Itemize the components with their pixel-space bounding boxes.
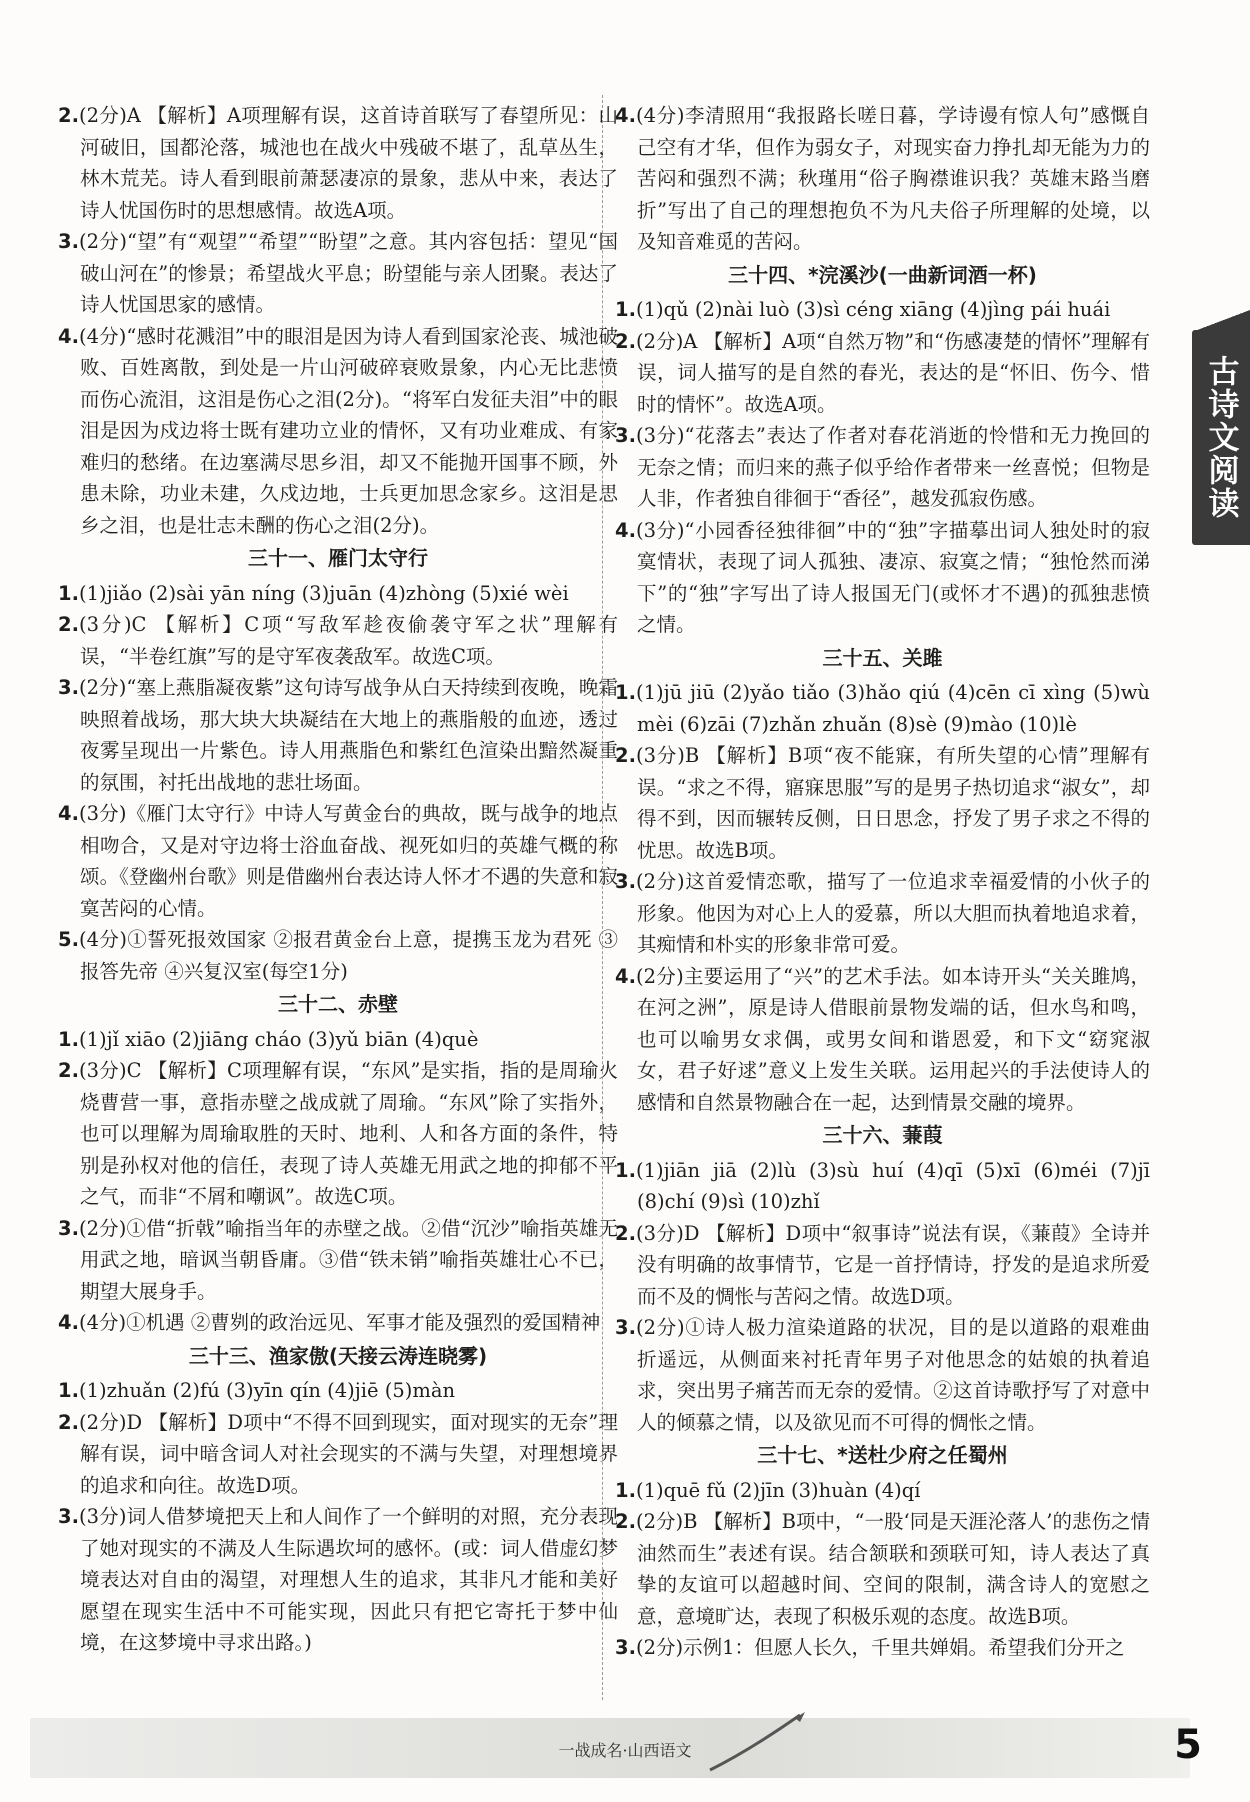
- answer-text: (1)jiǎo (2)sài yān níng (3)juān (4)zhòng (5)xié wèi: [78, 581, 569, 605]
- answer-item: [615, 1218, 1150, 1313]
- answer-item: [615, 1506, 1150, 1632]
- answer-item: [58, 100, 618, 226]
- answer-text: (3分)《雁门太守行》中诗人写黄金台的典故，既与战争的地点相吻合，又是对守边将士浴血奋战、视死如归的英雄气概的称颂。《登幽州台歌》则是借幽州台表达诗人怀才不遇的失意和寂寞苦闷的心情。: [78, 802, 618, 920]
- answer-text: (3分)B 【解析】B项“夜不能寐，有所失望的心情”理解有误。“求之不得，寤寐思服”写的是男子热切追求“淑女”，却得不到，因而辗转反侧，日日思念，抒发了男子求之不得的忧思。故选B项。: [635, 744, 1150, 862]
- question-number: 2.: [615, 329, 636, 353]
- answer-item: [58, 924, 618, 987]
- answer-text: (2分)①诗人极力渲染道路的状况，目的是以道路的艰难曲折遥远，从侧面来衬托青年男子对他思念的姑娘的执着追求，突出男子痛苦而无奈的爱情。②这首诗歌抒写了对意中人的倾慕之情，以及欲见而不可得的惆怅之情。: [635, 1316, 1150, 1434]
- answer-item: [615, 740, 1150, 866]
- question-number: 3.: [615, 870, 636, 893]
- answer-item: [615, 1155, 1150, 1218]
- question-number: 3.: [615, 1636, 636, 1659]
- answer-item: [58, 226, 618, 321]
- answer-text: (4分)李清照用“我报路长嗟日暮，学诗谩有惊人句”感慨自己空有才华，但作为弱女子，对现实奋力挣扎却无能为力的苦闷和强烈不满；秋瑾用“俗子胸襟谁识我？英雄末路当磨折”写出了自己的理想抱负不为凡夫俗子所理解的处境，以及知音难觅的苦闷。: [635, 104, 1150, 253]
- answer-text: (1)qǔ (2)nài luò (3)sì céng xiāng (4)jìng pái huái: [635, 298, 1111, 321]
- section-heading: 三十七、*送杜少府之任蜀州: [757, 1443, 1008, 1467]
- question-number: 2.: [615, 1510, 636, 1533]
- answer-text: (3分)“小园香径独徘徊”中的“独”字描摹出词人独处时的寂寞情状，表现了词人孤独、凄凉、寂寞之情；“独怆然而涕下”的“独”字写出了诗人报国无门(或怀才不遇)的孤独悲愤之情。: [635, 518, 1150, 636]
- answer-text: (2分)D 【解析】D项中“不得不回到现实，面对现实的无奈”理解有误，词中暗含词人对社会现实的不满与失望，对理想境界的追求和向往。故选D项。: [78, 1410, 618, 1497]
- section-heading: 三十一、雁门太守行: [248, 546, 428, 570]
- column-divider: [602, 95, 603, 1700]
- question-number: 3.: [615, 424, 636, 447]
- question-number: 3.: [58, 676, 79, 699]
- answer-item: [615, 326, 1150, 421]
- left-column: [58, 100, 618, 1659]
- answer-item: [58, 1024, 618, 1056]
- answer-text: (2分)A 【解析】A项“自然万物”和“伤感凄楚的情怀”理解有误，词人描写的是自然的春光，表达的是“怀旧、伤今、惜时的情怀”。故选A项。: [635, 329, 1150, 416]
- question-number: 2.: [58, 613, 79, 636]
- answer-text: (2分)A 【解析】A项理解有误，这首诗首联写了春望所见：山河破旧，国都沦落，城池也在战火中残破不堪了，乱草丛生，林木荒芜。诗人看到眼前萧瑟凄凉的景象，悲从中来，表达了诗人忧国伤时的思想感情。故选A项。: [78, 104, 618, 222]
- answer-item: [58, 609, 618, 672]
- question-number: 2.: [58, 1410, 79, 1434]
- question-number: 1.: [615, 1158, 636, 1182]
- answer-item: [615, 1632, 1150, 1664]
- answer-text: (2分)B 【解析】B项中，“一股‘同是天涯沦落人’的悲伤之情油然而生”表述有误。结合颔联和颈联可知，诗人表达了真挚的友谊可以超越时间、空间的限制，满含诗人的宽慰之意，意境旷达，表现了积极乐观的态度。故选B项。: [635, 1510, 1150, 1628]
- answer-text: (1)quē fǔ (2)jīn (3)huàn (4)qí: [635, 1478, 921, 1502]
- answer-item: [58, 798, 618, 924]
- section-heading: 三十六、蒹葭: [822, 1123, 943, 1147]
- answer-item: [58, 578, 618, 610]
- question-number: 3.: [58, 1216, 79, 1240]
- answer-text: (3分)“花落去”表达了作者对春花消逝的怜惜和无力挽回的无奈之情；而归来的燕子似乎给作者带来一丝喜悦；但物是人非，作者独自徘徊于“香径”，越发孤寂伤感。: [635, 424, 1150, 510]
- answer-text: (1)zhuǎn (2)fú (3)yīn qín (4)jiē (5)màn: [78, 1379, 456, 1402]
- answer-item: [58, 1307, 618, 1339]
- question-number: 2.: [615, 744, 636, 767]
- page-number: 5: [1174, 1722, 1202, 1768]
- answer-text: (2分)这首爱情恋歌，描写了一位追求幸福爱情的小伙子的形象。他因为对心上人的爱慕，所以大胆而执着地追求着，其痴情和朴实的形象非常可爱。: [635, 870, 1150, 956]
- answer-text: (1)jiān jiā (2)lù (3)sù huí (4)qī (5)xī (6)méi (7)jī (8)chí (9)sì (10)zhǐ: [635, 1158, 1150, 1213]
- answer-item: [58, 1407, 618, 1502]
- question-number: 2.: [58, 1059, 79, 1082]
- question-number: 4.: [615, 104, 636, 127]
- answer-item: [615, 515, 1150, 641]
- section-heading: 三十三、渔家傲(天接云涛连晓雾): [188, 1343, 488, 1368]
- answer-text: (4分)“感时花溅泪”中的眼泪是因为诗人看到国家沦丧、城池破败、百姓离散，到处是一片山河破碎衰败景象，内心无比悲愤而伤心流泪，这泪是伤心之泪(2分)。“将军白发征夫泪”中的眼泪是因为戍边将士既有建功立业的情怀，又有功业难成、有家难归的愁绪。在边塞满尽思乡泪，却又不能抛开国事不顾，外患未除，功业未建，久戍边地，士兵更加思念家乡。这泪是思乡之泪，也是壮志未酬的伤心之泪(2分)。: [78, 324, 618, 537]
- question-number: 1.: [58, 1379, 79, 1402]
- section-tab: 古诗文阅读: [1192, 330, 1250, 545]
- answer-item: [58, 1375, 618, 1407]
- answer-item: [615, 420, 1150, 515]
- answer-item: [615, 961, 1150, 1119]
- question-number: 5.: [58, 928, 79, 951]
- answer-item: [615, 866, 1150, 961]
- answer-text: (1)jǐ xiāo (2)jiāng cháo (3)yǔ biān (4)què: [78, 1027, 479, 1051]
- right-column: [615, 100, 1150, 1664]
- footer-brand: 一战成名·山西语文: [558, 1741, 692, 1760]
- question-number: 1.: [615, 681, 636, 704]
- answer-item: [615, 1312, 1150, 1438]
- answer-item: [615, 294, 1150, 326]
- answer-item: [58, 1055, 618, 1213]
- answer-item: [615, 1475, 1150, 1507]
- answer-text: (2分)主要运用了“兴”的艺术手法。如本诗开头“关关雎鸠，在河之洲”，原是诗人借眼前景物发端的话，但水鸟和鸣，也可以喻男女求偶，或男女间和谐恩爱，和下文“窈窕淑女，君子好逑”意义上发生关联。运用起兴的手法使诗人的感情和自然景物融合在一起，达到情景交融的境界。: [635, 964, 1150, 1114]
- answer-item: [58, 321, 618, 542]
- answer-text: (2分)①借“折戟”喻指当年的赤壁之战。②借“沉沙”喻指英雄无用武之地，暗讽当朝昏庸。③借“铁未销”喻指英雄壮心不已，期望大展身手。: [78, 1216, 618, 1303]
- answer-text: (4分)①机遇 ②曹刿的政治远见、军事才能及强烈的爱国精神: [78, 1311, 601, 1334]
- answer-text: (4分)①誓死报效国家 ②报君黄金台上意，提携玉龙为君死 ③报答先帝 ④兴复汉室(每空1分): [78, 928, 618, 983]
- question-number: 4.: [615, 964, 636, 988]
- section-heading: 三十四、*浣溪沙(一曲新词酒一杯): [728, 262, 1037, 287]
- answer-item: [58, 672, 618, 798]
- question-number: 4.: [58, 802, 79, 825]
- answer-item: [58, 1213, 618, 1308]
- question-number: 1.: [615, 298, 636, 321]
- section-heading: 三十五、关雎: [822, 645, 943, 670]
- question-number: 3.: [58, 1505, 79, 1528]
- question-number: 1.: [58, 1027, 79, 1051]
- question-number: 2.: [615, 1221, 636, 1245]
- question-number: 1.: [615, 1478, 636, 1502]
- answer-item: [615, 100, 1150, 258]
- question-number: 4.: [58, 324, 79, 348]
- answer-text: (3分)C 【解析】C项“写敌军趁夜偷袭守军之状”理解有误，“半卷红旗”写的是守军夜袭敌军。故选C项。: [78, 613, 618, 668]
- answer-text: (1)jū jiū (2)yǎo tiǎo (3)hǎo qiú (4)cēn cī xìng (5)wù mèi (6)zāi (7)zhǎn zhuǎn (8)sè (9)mào (10)lè: [635, 681, 1150, 736]
- question-number: 4.: [58, 1311, 79, 1334]
- question-number: 3.: [615, 1316, 636, 1339]
- question-number: 2.: [58, 104, 79, 127]
- question-number: 4.: [615, 518, 636, 542]
- answer-text: (3分)D 【解析】D项中“叙事诗”说法有误，《蒹葭》全诗并没有明确的故事情节，它是一首抒情诗，抒发的是追求所爱而不及的惆怅与苦闷之情。故选D项。: [635, 1221, 1150, 1308]
- answer-item: [58, 1501, 618, 1659]
- answer-text: (3分)词人借梦境把天上和人间作了一个鲜明的对照，充分表现了她对现实的不满及人生际遇坎坷的感怀。(或：词人借虚幻梦境表达对自由的渴望，对理想人生的追求，其非凡才能和美好愿望在现实生活中不可能实现，因此只有把它寄托于梦中仙境，在这梦境中寻求出路。): [78, 1505, 618, 1654]
- answer-text: (2分)示例1：但愿人长久，千里共婵娟。希望我们分开之: [635, 1636, 1125, 1659]
- section-heading: 三十二、赤壁: [278, 992, 398, 1016]
- question-number: 1.: [58, 581, 79, 605]
- question-number: 3.: [58, 230, 79, 253]
- answer-text: (2分)“望”有“观望”“希望”“盼望”之意。其内容包括：望见“国破山河在”的惨景；希望战火平息；盼望能与亲人团聚。表达了诗人忧国思家的感情。: [78, 230, 618, 316]
- answer-item: [615, 677, 1150, 740]
- answer-text: (2分)“塞上燕脂凝夜紫”这句诗写战争从白天持续到夜晚，晚霜映照着战场，那大块大块凝结在大地上的燕脂般的血迹，透过夜雾呈现出一片紫色。诗人用燕脂色和紫红色渲染出黯然凝重的氛围，衬托出战地的悲壮场面。: [78, 676, 618, 794]
- answer-text: (3分)C 【解析】C项理解有误，“东风”是实指，指的是周瑜火烧曹营一事，意指赤壁之战成就了周瑜。“东风”除了实指外，也可以理解为周瑜取胜的天时、地利、人和各方面的条件，特别是孙权对他的信任，表现了诗人英雄无用武之地的抑郁不平之气，而非“不屑和嘲讽”。故选C项。: [78, 1059, 618, 1208]
